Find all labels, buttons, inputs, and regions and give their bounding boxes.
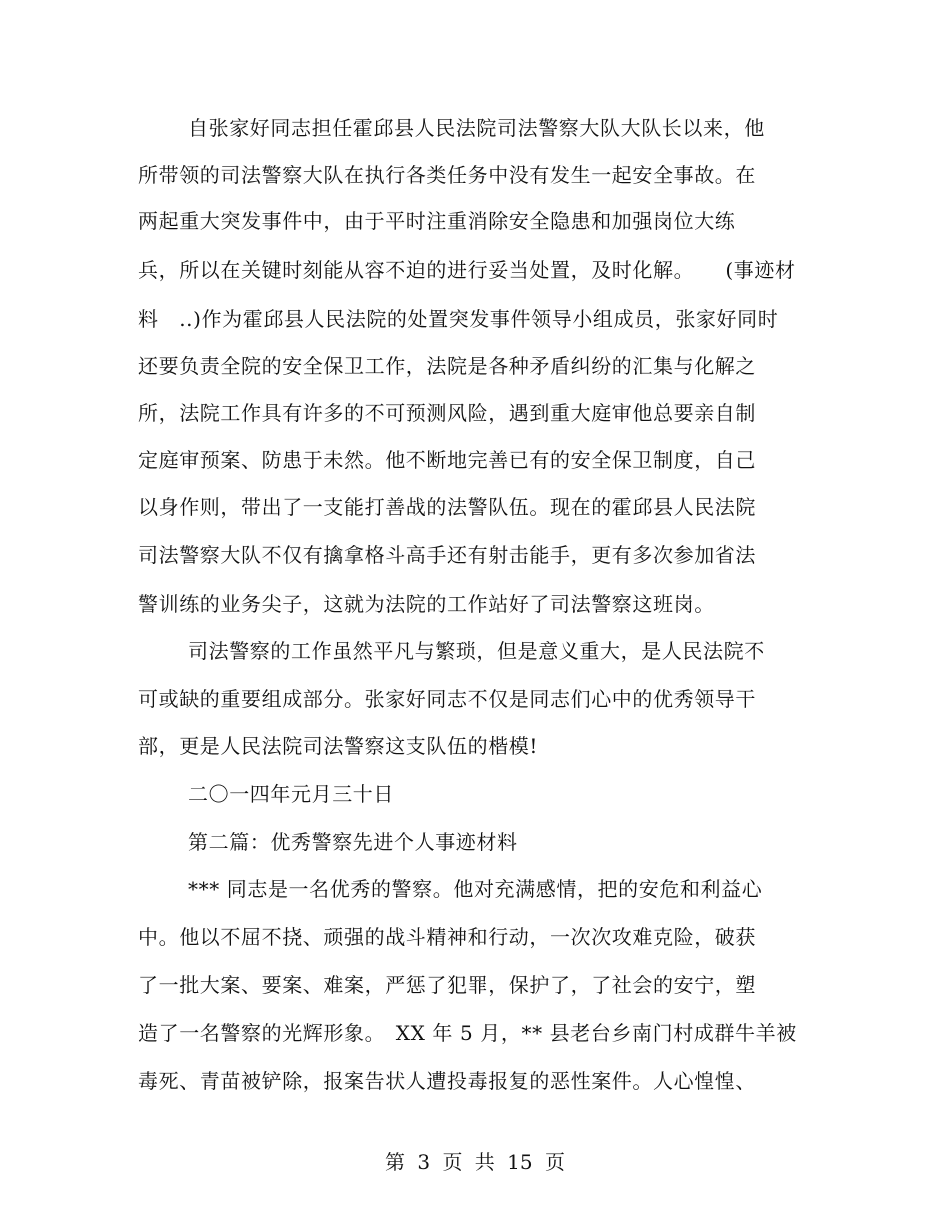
paragraph-line: 中。他以不屈不挠、顽强的战斗精神和行动，一次次攻难克险，破获 [138, 925, 756, 949]
paragraph-line: 两起重大突发事件中，由于平时注重消除安全隐患和加强岗位大练 [138, 209, 736, 233]
paragraph-line: 所带领的司法警察大队在执行各类任务中没有发生一起安全事故。在 [138, 163, 756, 187]
paragraph-line: *** 同志是一名优秀的警察。他对充满感情，把的安危和利益心 [188, 877, 763, 901]
paragraph-line: 了一批大案、要案、难案，严惩了犯罪，保护了，了社会的安宁，塑 [138, 973, 756, 997]
paragraph-line: 兵，所以在关键时刻能从容不迫的进行妥当处置，及时化解。 (事迹材 [138, 258, 796, 282]
paragraph-line: 造了一名警察的光辉形象。 XX 年 5 月，** 县老台乡南门村成群牛羊被 [138, 1021, 797, 1045]
paragraph-line: 以身作则，带出了一支能打善战的法警队伍。现在的霍邱县人民法院 [138, 495, 756, 519]
paragraph-line: 定庭审预案、防患于未然。他不断地完善已有的安全保卫制度，自己 [138, 448, 756, 472]
date-line: 二〇一四年元月三十日 [188, 782, 394, 806]
paragraph-line: 料 ..)作为霍邱县人民法院的处置突发事件领导小组成员，张家好同时 [138, 307, 779, 331]
paragraph-line: 司法警察大队不仅有擒拿格斗高手还有射击能手，更有多次参加省法 [138, 543, 756, 567]
paragraph-line: 毒死、青苗被铲除，报案告状人遭投毒报复的恶性案件。人心惶惶、 [138, 1069, 756, 1093]
section-heading: 第二篇：优秀警察先进个人事迹材料 [188, 830, 518, 854]
paragraph-line: 所，法院工作具有许多的不可预测风险，遇到重大庭审他总要亲自制 [138, 401, 756, 425]
paragraph-line: 部，更是人民法院司法警察这支队伍的楷模! [138, 734, 539, 758]
paragraph-line: 自张家好同志担任霍邱县人民法院司法警察大队大队长以来，他 [188, 116, 765, 140]
paragraph-line: 警训练的业务尖子，这就为法院的工作站好了司法警察这班岗。 [138, 592, 715, 616]
paragraph-line: 可或缺的重要组成部分。张家好同志不仅是同志们心中的优秀领导干 [138, 687, 756, 711]
paragraph-line: 还要负责全院的安全保卫工作，法院是各种矛盾纠纷的汇集与化解之 [138, 354, 756, 378]
page-number-footer: 第 3 页 共 15 页 [385, 1150, 565, 1174]
paragraph-line: 司法警察的工作虽然平凡与繁琐，但是意义重大，是人民法院不 [188, 639, 765, 663]
